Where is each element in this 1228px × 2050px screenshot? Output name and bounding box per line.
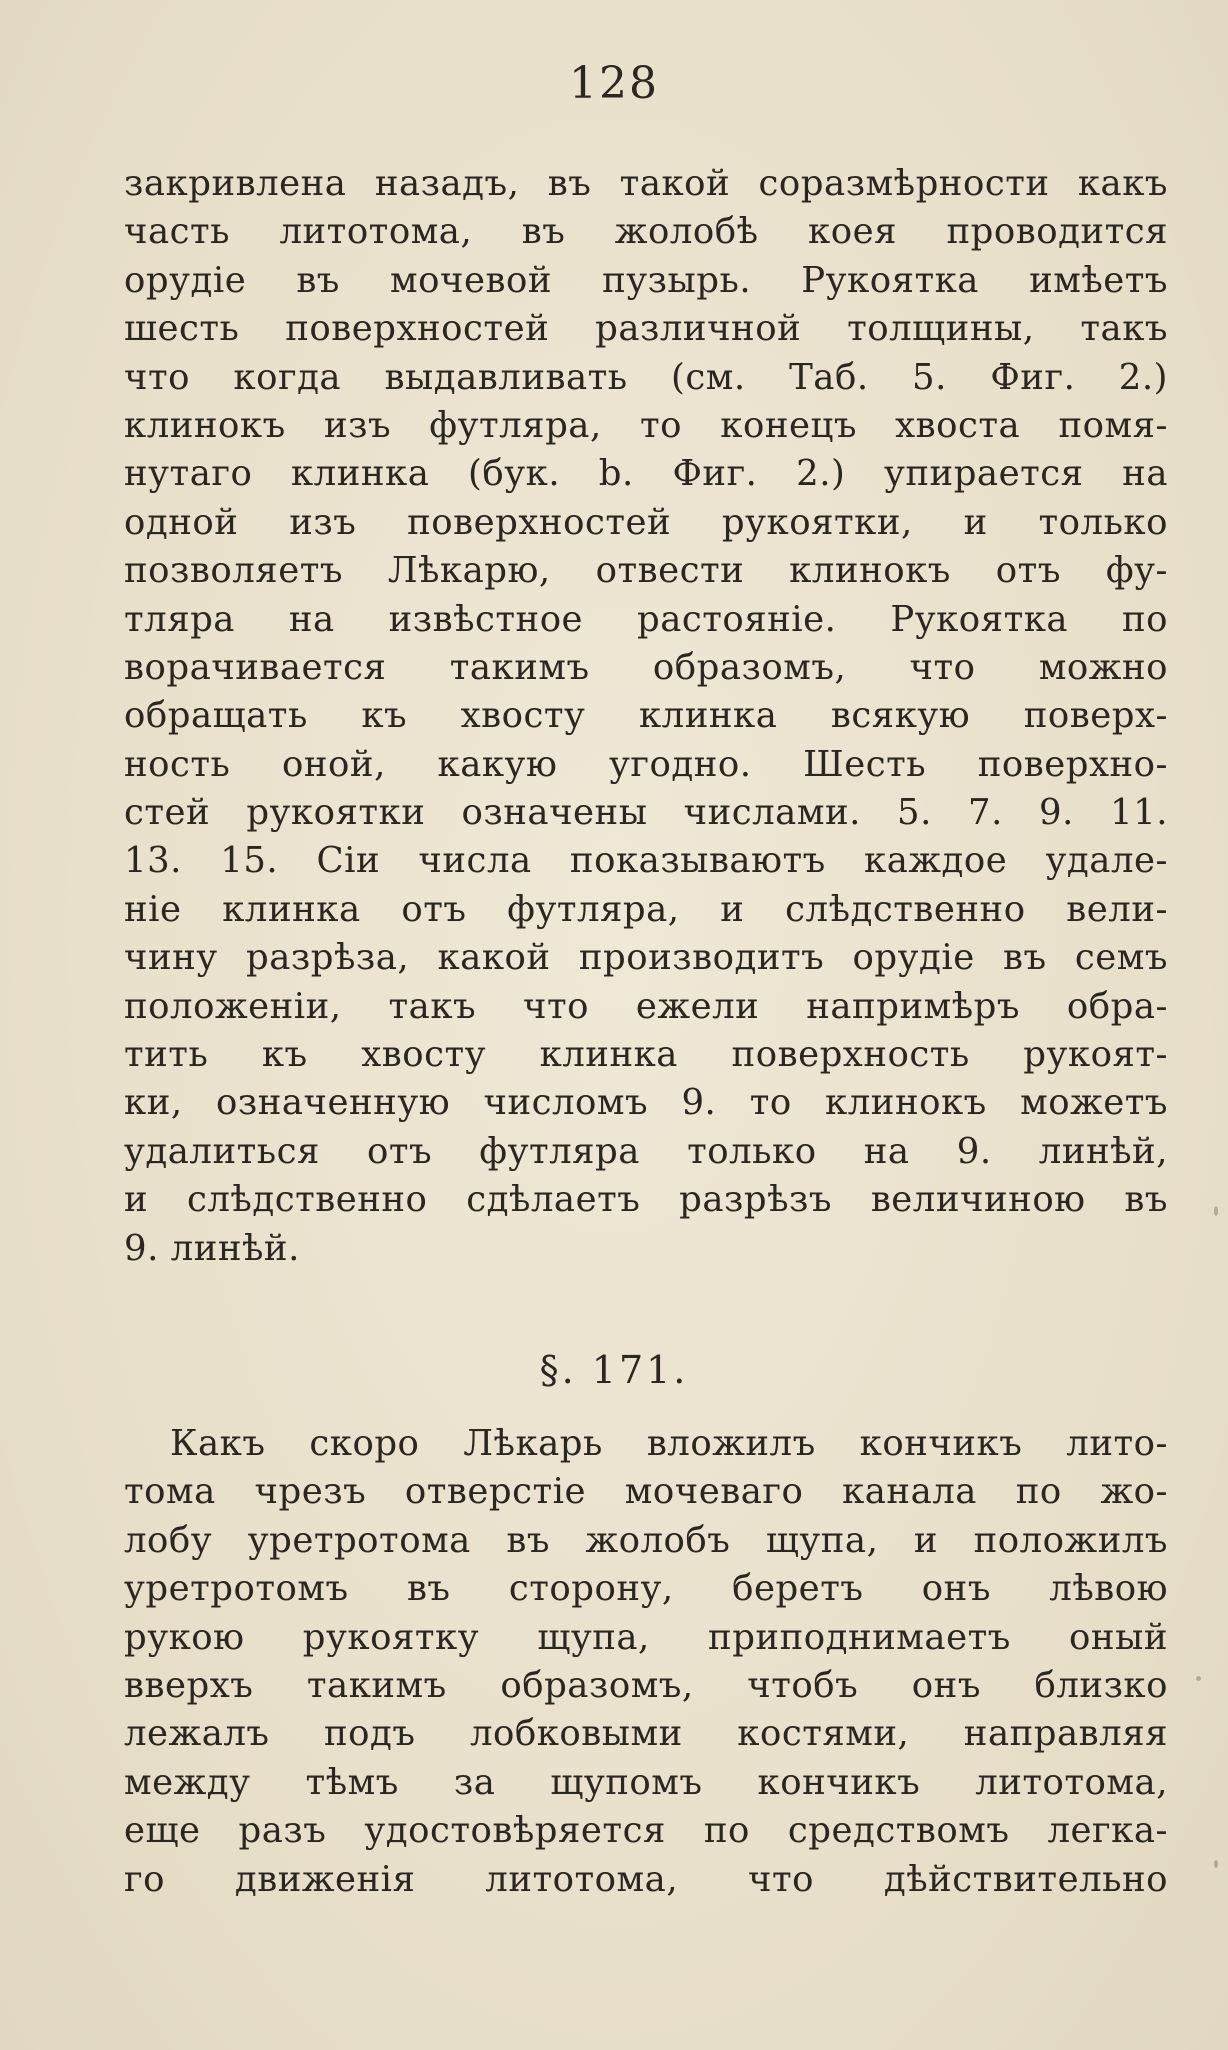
text-line: что когда выдавливать (см. Таб. 5. Фиг. 2.) <box>124 356 1168 398</box>
text-line: удалиться отъ футляра только на 9. линѣй, <box>124 1130 1168 1172</box>
text-line: Какъ скоро Лѣкарь вложилъ кончикъ лито- <box>170 1423 1168 1464</box>
text-line: и слѣдственно сдѣлаетъ разрѣзъ величиною въ <box>124 1179 1168 1221</box>
text-line: 13. 15. Сіи числа показываютъ каждое удале- <box>124 840 1168 882</box>
text-line: рукою рукоятку щупа, приподнимаетъ оный <box>124 1616 1168 1658</box>
section-heading: §. 171. <box>539 1348 689 1392</box>
text-line: нутаго клинка (бук. b. Фиг. 2.) упирается на <box>124 453 1168 495</box>
page-number: 128 <box>569 58 659 109</box>
text-line: 9. линѣй. <box>124 1227 300 1269</box>
text-line: тить къ хвосту клинка поверхность рукоят- <box>124 1034 1168 1076</box>
paper-speck <box>1214 1860 1218 1868</box>
text-line: го движенія литотома, что дѣйствительно <box>124 1858 1168 1900</box>
text-line: стей рукоятки означены числами. 5. 7. 9. 11. <box>124 792 1168 834</box>
text-line: тома чрезъ отверстіе мочеваго канала по жо- <box>124 1471 1168 1513</box>
paragraph-1 <box>124 160 1168 1273</box>
text-line: часть литотома, въ жолобѣ коея проводится <box>124 211 1168 253</box>
text-line: между тѣмъ за щупомъ кончикъ литотома, <box>124 1761 1168 1803</box>
text-line: ность оной, какую угодно. Шесть поверхно- <box>124 743 1168 785</box>
text-line: клинокъ изъ футляра, то конецъ хвоста помя- <box>124 404 1168 446</box>
text-line: позволяетъ Лѣкарю, отвести клинокъ отъ фу- <box>124 550 1168 592</box>
text-line: лежалъ подъ лобковыми костями, направляя <box>124 1713 1168 1755</box>
text-line: орудіе въ мочевой пузырь. Рукоятка имѣетъ <box>124 259 1168 301</box>
paper-speck <box>1214 1206 1218 1216</box>
text-line: одной изъ поверхностей рукоятки, и только <box>124 501 1168 543</box>
text-line: обращать къ хвосту клинка всякую поверх- <box>124 695 1168 737</box>
text-line: ки, означенную числомъ 9. то клинокъ можетъ <box>124 1082 1168 1124</box>
text-line: лобу уретротома въ жолобъ щупа, и положилъ <box>124 1519 1168 1561</box>
text-line: шесть поверхностей различной толщины, такъ <box>124 308 1168 350</box>
text-line: тляра на извѣстное растояніе. Рукоятка по <box>124 598 1168 640</box>
text-line: вверхъ такимъ образомъ, чтобъ онъ близко <box>124 1664 1168 1706</box>
text-line: уретротомъ въ сторону, беретъ онъ лѣвою <box>124 1568 1168 1610</box>
paper-speck <box>1196 1676 1201 1681</box>
paragraph-2 <box>124 1420 1168 1904</box>
text-line: еще разъ удостовѣряется по средствомъ легка- <box>124 1810 1168 1852</box>
text-line: чину разрѣза, какой производитъ орудіе въ семъ <box>124 937 1168 979</box>
text-line: ніе клинка отъ футляра, и слѣдственно вели- <box>124 888 1168 930</box>
text-line: положеніи, такъ что ежели напримѣръ обра- <box>124 985 1168 1027</box>
text-line: закривлена назадъ, въ такой соразмѣрности какъ <box>124 163 1168 204</box>
text-line: ворачивается такимъ образомъ, что можно <box>124 646 1168 688</box>
